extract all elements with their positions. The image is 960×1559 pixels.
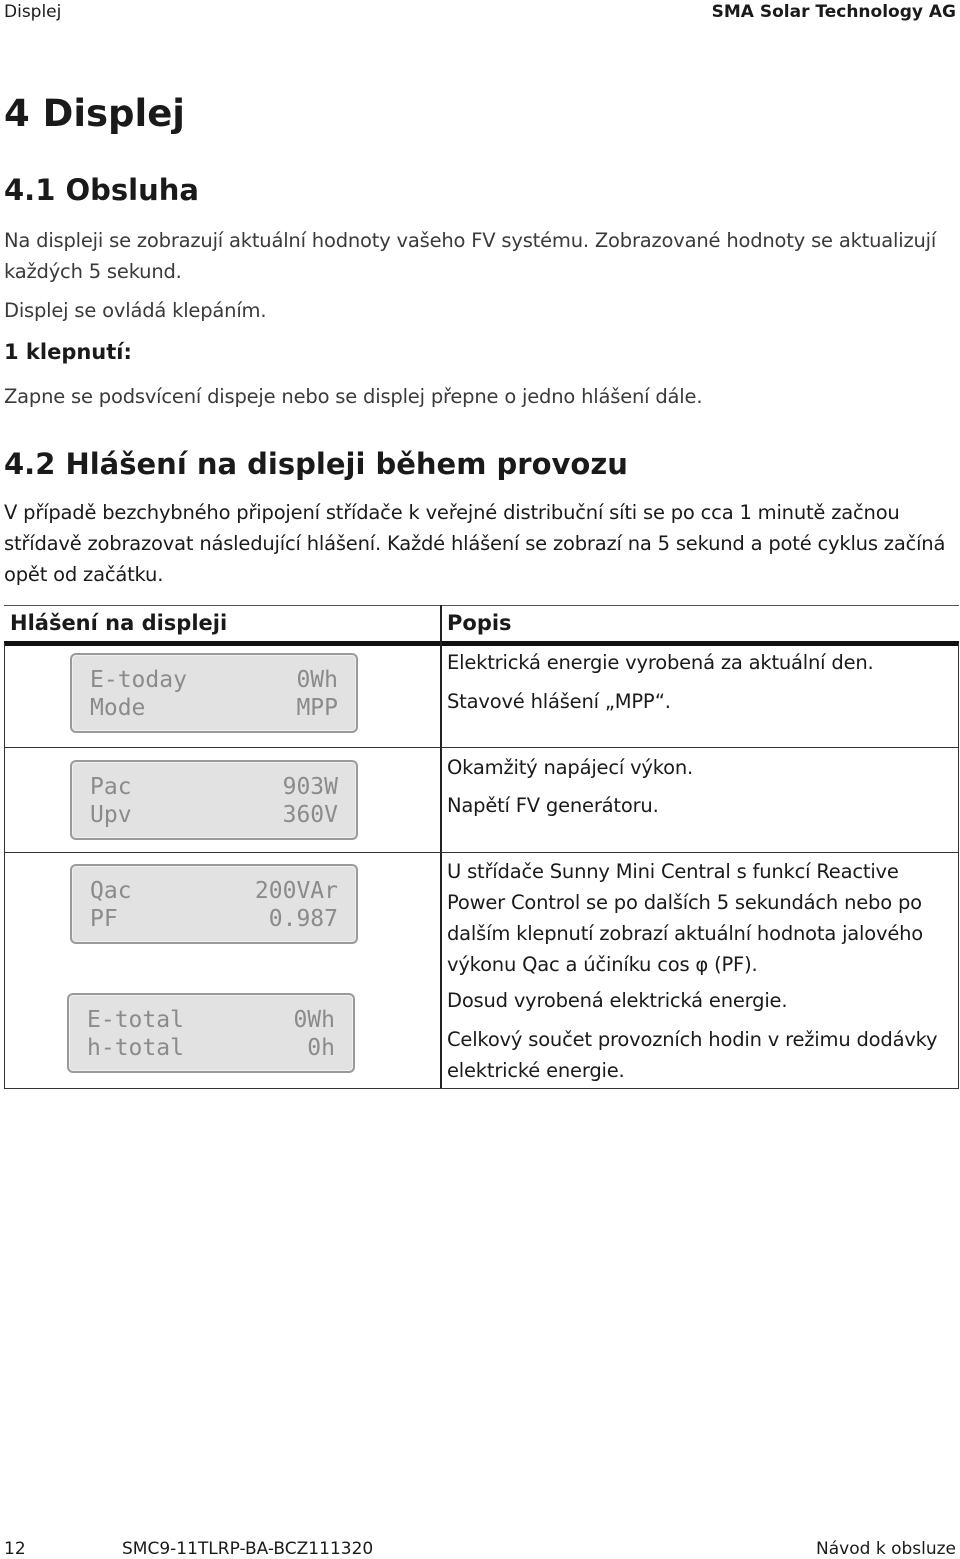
lcd-value: 903W xyxy=(282,774,338,800)
section-41-subheading: 1 klepnutí: xyxy=(4,340,132,364)
section-42-title: 4.2 Hlášení na displeji během provozu xyxy=(4,447,628,481)
display-messages-table xyxy=(4,605,959,1089)
table-right-border xyxy=(958,643,959,1089)
table-row-divider xyxy=(4,852,959,853)
lcd-value: MPP xyxy=(296,695,338,721)
table-row-divider xyxy=(4,747,959,748)
lcd-label: E-total xyxy=(87,1007,184,1033)
table-top-rule xyxy=(4,605,959,606)
table-header-rule-left xyxy=(4,641,440,646)
lcd-value: 200VAr xyxy=(254,878,338,904)
row-description: Dosud vyrobená elektrická energie. xyxy=(447,989,788,1012)
lcd-label: Upv xyxy=(90,802,132,828)
row-description: Celkový součet provozních hodin v režimu dodávky elektrické energie. xyxy=(447,1028,938,1082)
section-42-paragraph: V případě bezchybného připojení střídače k veřejné distribuční síti se po cca 1 minutě začnou střídavě zobrazovat následující hlášení. Každé hlášení se zobrazí na 5 sekund a poté cyklus začíná opět od začátku. xyxy=(4,501,946,586)
lcd-value: 360V xyxy=(282,802,338,828)
row-description: Elektrická energie vyrobená za aktuální den. xyxy=(447,651,874,674)
row-description: U střídače Sunny Mini Central s funkcí Reactive Power Control se po dalších 5 sekundách nebo po dalším klepnutí zobrazí aktuální hodnota jalového výkonu Qac a účiníku cos φ (PF). xyxy=(447,860,924,976)
lcd-label: Mode xyxy=(90,695,146,721)
table-left-border xyxy=(4,643,5,1089)
footer-document-type: Návod k obsluze xyxy=(816,1539,956,1559)
page-number: 12 xyxy=(4,1539,26,1559)
row-description: Okamžitý napájecí výkon. xyxy=(447,756,694,779)
running-header-left: Displej xyxy=(4,2,62,22)
row-description: Napětí FV generátoru. xyxy=(447,794,659,817)
table-bottom-border xyxy=(4,1088,959,1089)
lcd-label: E-today xyxy=(90,667,187,693)
running-header-right: SMA Solar Technology AG xyxy=(711,2,956,22)
chapter-title: 4 Displej xyxy=(4,92,185,135)
section-41-paragraph-1: Na displeji se zobrazují aktuální hodnoty vašeho FV systému. Zobrazované hodnoty se aktualizují každých 5 sekund. xyxy=(4,229,937,283)
section-41-paragraph-2: Displej se ovládá klepáním. xyxy=(4,299,267,322)
lcd-display xyxy=(70,653,358,733)
lcd-display xyxy=(67,993,355,1073)
lcd-label: PF xyxy=(90,906,118,932)
table-column-divider xyxy=(440,605,442,1089)
lcd-label: h-total xyxy=(87,1035,184,1061)
lcd-label: Qac xyxy=(90,878,132,904)
table-header-rule-right xyxy=(442,641,959,646)
lcd-value: 0h xyxy=(307,1035,335,1061)
section-41-paragraph-3: Zapne se podsvícení dispeje nebo se displej přepne o jedno hlášení dále. xyxy=(4,385,703,408)
document-code: SMC9-11TLRP-BA-BCZ111320 xyxy=(122,1539,374,1559)
lcd-value: 0Wh xyxy=(293,1007,335,1033)
lcd-value: 0Wh xyxy=(296,667,338,693)
lcd-display xyxy=(70,864,358,944)
table-header-description: Popis xyxy=(447,611,512,635)
lcd-label: Pac xyxy=(90,774,132,800)
table-header-display: Hlášení na displeji xyxy=(10,611,228,635)
section-41-title: 4.1 Obsluha xyxy=(4,173,199,207)
lcd-value: 0.987 xyxy=(268,906,338,932)
lcd-display xyxy=(70,760,358,840)
row-description: Stavové hlášení „MPP“. xyxy=(447,690,671,713)
